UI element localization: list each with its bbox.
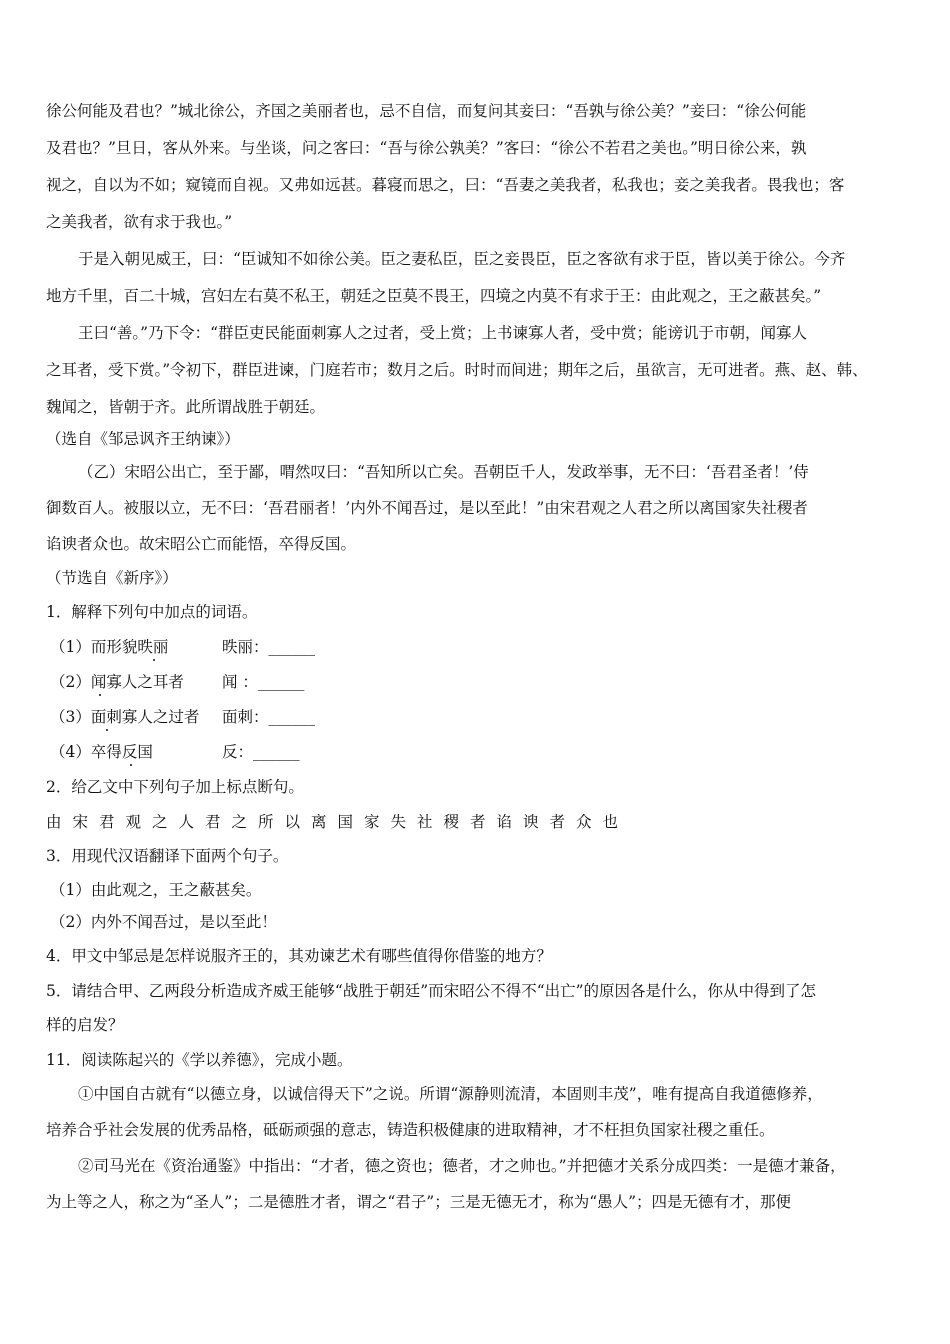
q1-item-post: 寡人之耳者 bbox=[106, 673, 184, 691]
q11-p1-line: 培养合乎社会发展的优秀品格，砥砺顽强的意志，铸造积极健康的进取精神，才不枉担负国家社稷之重任。 bbox=[46, 1121, 775, 1139]
yi-p1-line: 谄谀者众也。故宋昭公亡而能悟，卒得反国。 bbox=[46, 535, 357, 553]
answer-blank[interactable]: 昳丽：______ bbox=[222, 638, 316, 656]
yi-p1-line: 御数百人。被服以立，无不曰：‘吾君丽者！’内外不闻吾过，是以至此！”由宋君观之人君之所以离国家失社稷者 bbox=[46, 499, 808, 517]
jia-p1-line: 视之，自以为不如；窥镜而自视。又弗如远甚。暮寝而思之，曰：“吾妻之美我者，私我也；妾之美我者。畏我也；客 bbox=[46, 176, 845, 194]
jia-source: （选自《邹忌讽齐王纳谏》） bbox=[46, 430, 240, 448]
q1-item-pre: （3） bbox=[50, 708, 91, 726]
q11-p2-line: ②司马光在《资治通鉴》中指出：“才者，德之资也；德者，才之帅也。”并把德才关系分成四类：一是德才兼备， bbox=[78, 1157, 846, 1175]
jia-p3-line: 魏闻之，皆朝于齐。此所谓战胜于朝廷。 bbox=[46, 398, 326, 416]
question-2-title: 2．给乙文中下列句子加上标点断句。 bbox=[46, 778, 304, 796]
q3-item: （1）由此观之，王之蔽甚矣。 bbox=[50, 881, 262, 899]
jia-p3-line: 之耳者，受下赏。”令初下，群臣进谏，门庭若市；数月之后。时时而间进；期年之后，虽欲言，无可进者。燕、赵、韩、 bbox=[46, 361, 868, 379]
dotted-word: 反 bbox=[121, 743, 138, 761]
q11-p2-line: 为上等之人，称之为“圣人”；二是德胜才者，谓之“君子”；三是无德无才，称为“愚人”；四是无德有才，那便 bbox=[46, 1193, 792, 1211]
answer-blank[interactable]: 闻 ：______ bbox=[222, 673, 305, 691]
dotted-word: 闻 bbox=[90, 673, 107, 691]
dotted-word: 面刺 bbox=[90, 708, 122, 726]
yi-source: （节选自《新序》） bbox=[46, 569, 178, 587]
yi-p1-line: （乙）宋昭公出亡，至于鄙，喟然叹曰：“吾知所以亡矣。吾朝臣千人，发政举事，无不曰：‘吾君圣者！’侍 bbox=[78, 463, 809, 481]
jia-p1-line: 之美我者，欲有求于我也。” bbox=[46, 213, 233, 231]
jia-p1-line: 徐公何能及君也？”城北徐公，齐国之美丽者也，忌不自信，而复问其妾曰：“吾孰与徐公美？”妾曰：“徐公何能 bbox=[46, 102, 807, 120]
question-11-title: 11．阅读陈起兴的《学以养德》，完成小题。 bbox=[46, 1051, 353, 1069]
jia-p2-line: 于是入朝见威王，曰：“臣诚知不如徐公美。臣之妻私臣，臣之妾畏臣，臣之客欲有求于臣，皆以美于徐公。今齐 bbox=[78, 250, 846, 268]
q1-item-pre: （1）而形貌 bbox=[50, 638, 138, 656]
jia-p3-line: 王曰“善。”乃下令：“群臣吏民能面刺寡人之过者，受上赏；上书谏寡人者，受中赏；能谤讥于市朝，闻寡人 bbox=[78, 324, 808, 342]
answer-blank[interactable]: 面刺：______ bbox=[222, 708, 316, 726]
jia-p2-line: 地方千里，百二十城，宫妇左右莫不私王，朝廷之臣莫不畏王，四境之内莫不有求于王：由此观之，王之蔽甚矣。” bbox=[46, 287, 822, 305]
jia-p1-line: 及君也？”旦日，客从外来。与坐谈，问之客曰：“吾与徐公孰美？”客曰：“徐公不若君之美也。”明日徐公来，孰 bbox=[46, 139, 807, 157]
question-4: 4．甲文中邹忌是怎样说服齐王的，其劝谏艺术有哪些值得你借鉴的地方？ bbox=[46, 947, 552, 965]
question-2-sentence: 由宋君观之人君之所以离国家失社稷者谄谀者众也 bbox=[46, 813, 630, 831]
dotted-word: 昳丽 bbox=[137, 638, 169, 656]
question-5-line: 5．请结合甲、乙两段分析造成齐威王能够“战胜于朝廷”而宋昭公不得不“出亡”的原因各是什么，你从中得到了怎 bbox=[46, 982, 817, 1000]
q1-item-2 bbox=[50, 671, 305, 693]
q1-item-pre: （4）卒得 bbox=[50, 743, 122, 761]
question-5-line: 样的启发？ bbox=[46, 1016, 124, 1034]
q1-item-3 bbox=[50, 706, 316, 728]
answer-blank[interactable]: 反：______ bbox=[222, 743, 300, 761]
q1-item-4 bbox=[50, 741, 300, 763]
q1-item-1 bbox=[50, 636, 316, 658]
q3-item: （2）内外不闻吾过，是以至此！ bbox=[50, 913, 277, 931]
q11-p1-line: ①中国自古就有“以德立身，以诚信得天下”之说。所谓“源静则流清，本固则丰茂”，唯有提高自我道德修养， bbox=[78, 1085, 823, 1103]
q1-item-post: 寡人之过者 bbox=[121, 708, 200, 726]
q1-item-pre: （2） bbox=[50, 673, 91, 691]
q1-item-post: 国 bbox=[137, 743, 153, 761]
question-3-title: 3．用现代汉语翻译下面两个句子。 bbox=[46, 847, 289, 865]
question-1-title: 1．解释下列句中加点的词语。 bbox=[46, 603, 258, 621]
